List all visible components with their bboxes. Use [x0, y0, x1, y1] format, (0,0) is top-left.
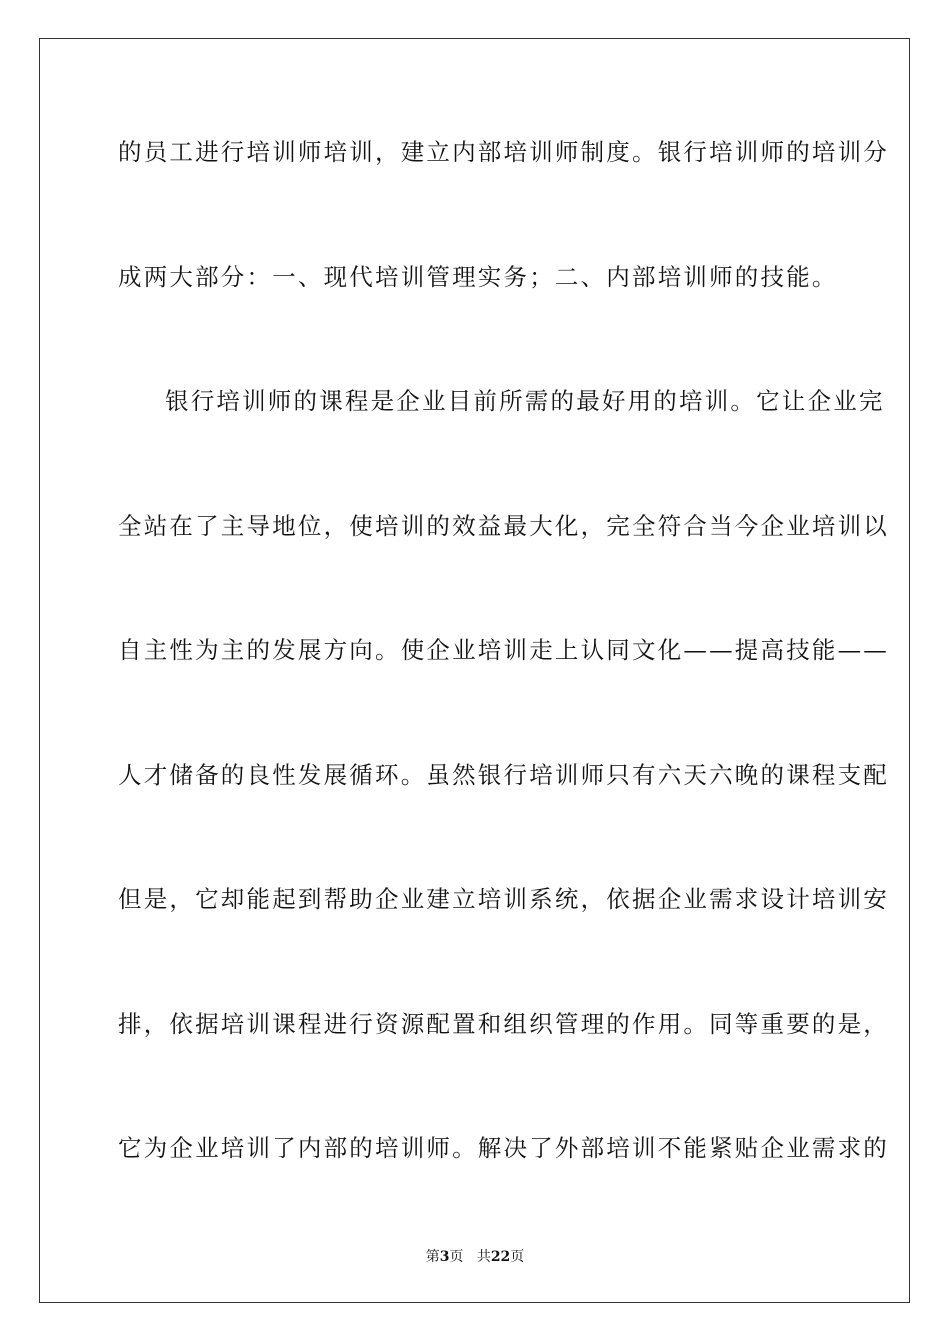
body-text-line-5: 自主性为主的发展方向。使企业培训走上认同文化——提高技能——	[118, 636, 889, 664]
current-page-number: 3	[439, 1249, 450, 1265]
body-text-line-4: 全站在了主导地位，使培训的效益最大化，完全符合当今企业培训以	[118, 512, 889, 540]
body-text-line-8: 排，依据培训课程进行资源配置和组织管理的作用。同等重要的是，	[118, 1010, 889, 1038]
page-prefix: 第	[425, 1249, 440, 1265]
body-text-line-9: 它为企业培训了内部的培训师。解决了外部培训不能紧贴企业需求的	[118, 1134, 889, 1162]
body-text-line-7: 但是，它却能起到帮助企业建立培训系统，依据企业需求设计培训安	[118, 885, 889, 913]
page-border	[39, 38, 910, 1303]
body-text-line-3: 银行培训师的课程是企业目前所需的最好用的培训。它让企业完	[165, 387, 885, 415]
page-suffix: 页	[449, 1249, 464, 1265]
total-prefix: 共	[476, 1249, 491, 1265]
total-suffix: 页	[510, 1249, 525, 1265]
body-text-line-1: 的员工进行培训师培训，建立内部培训师制度。银行培训师的培训分	[118, 138, 889, 166]
total-page-count: 22	[490, 1249, 511, 1265]
page-footer	[0, 1248, 950, 1266]
body-text-line-6: 人才储备的良性发展循环。虽然银行培训师只有六天六晚的课程支配	[118, 761, 889, 789]
body-text-line-2: 成两大部分：一、现代培训管理实务；二、内部培训师的技能。	[118, 263, 838, 291]
